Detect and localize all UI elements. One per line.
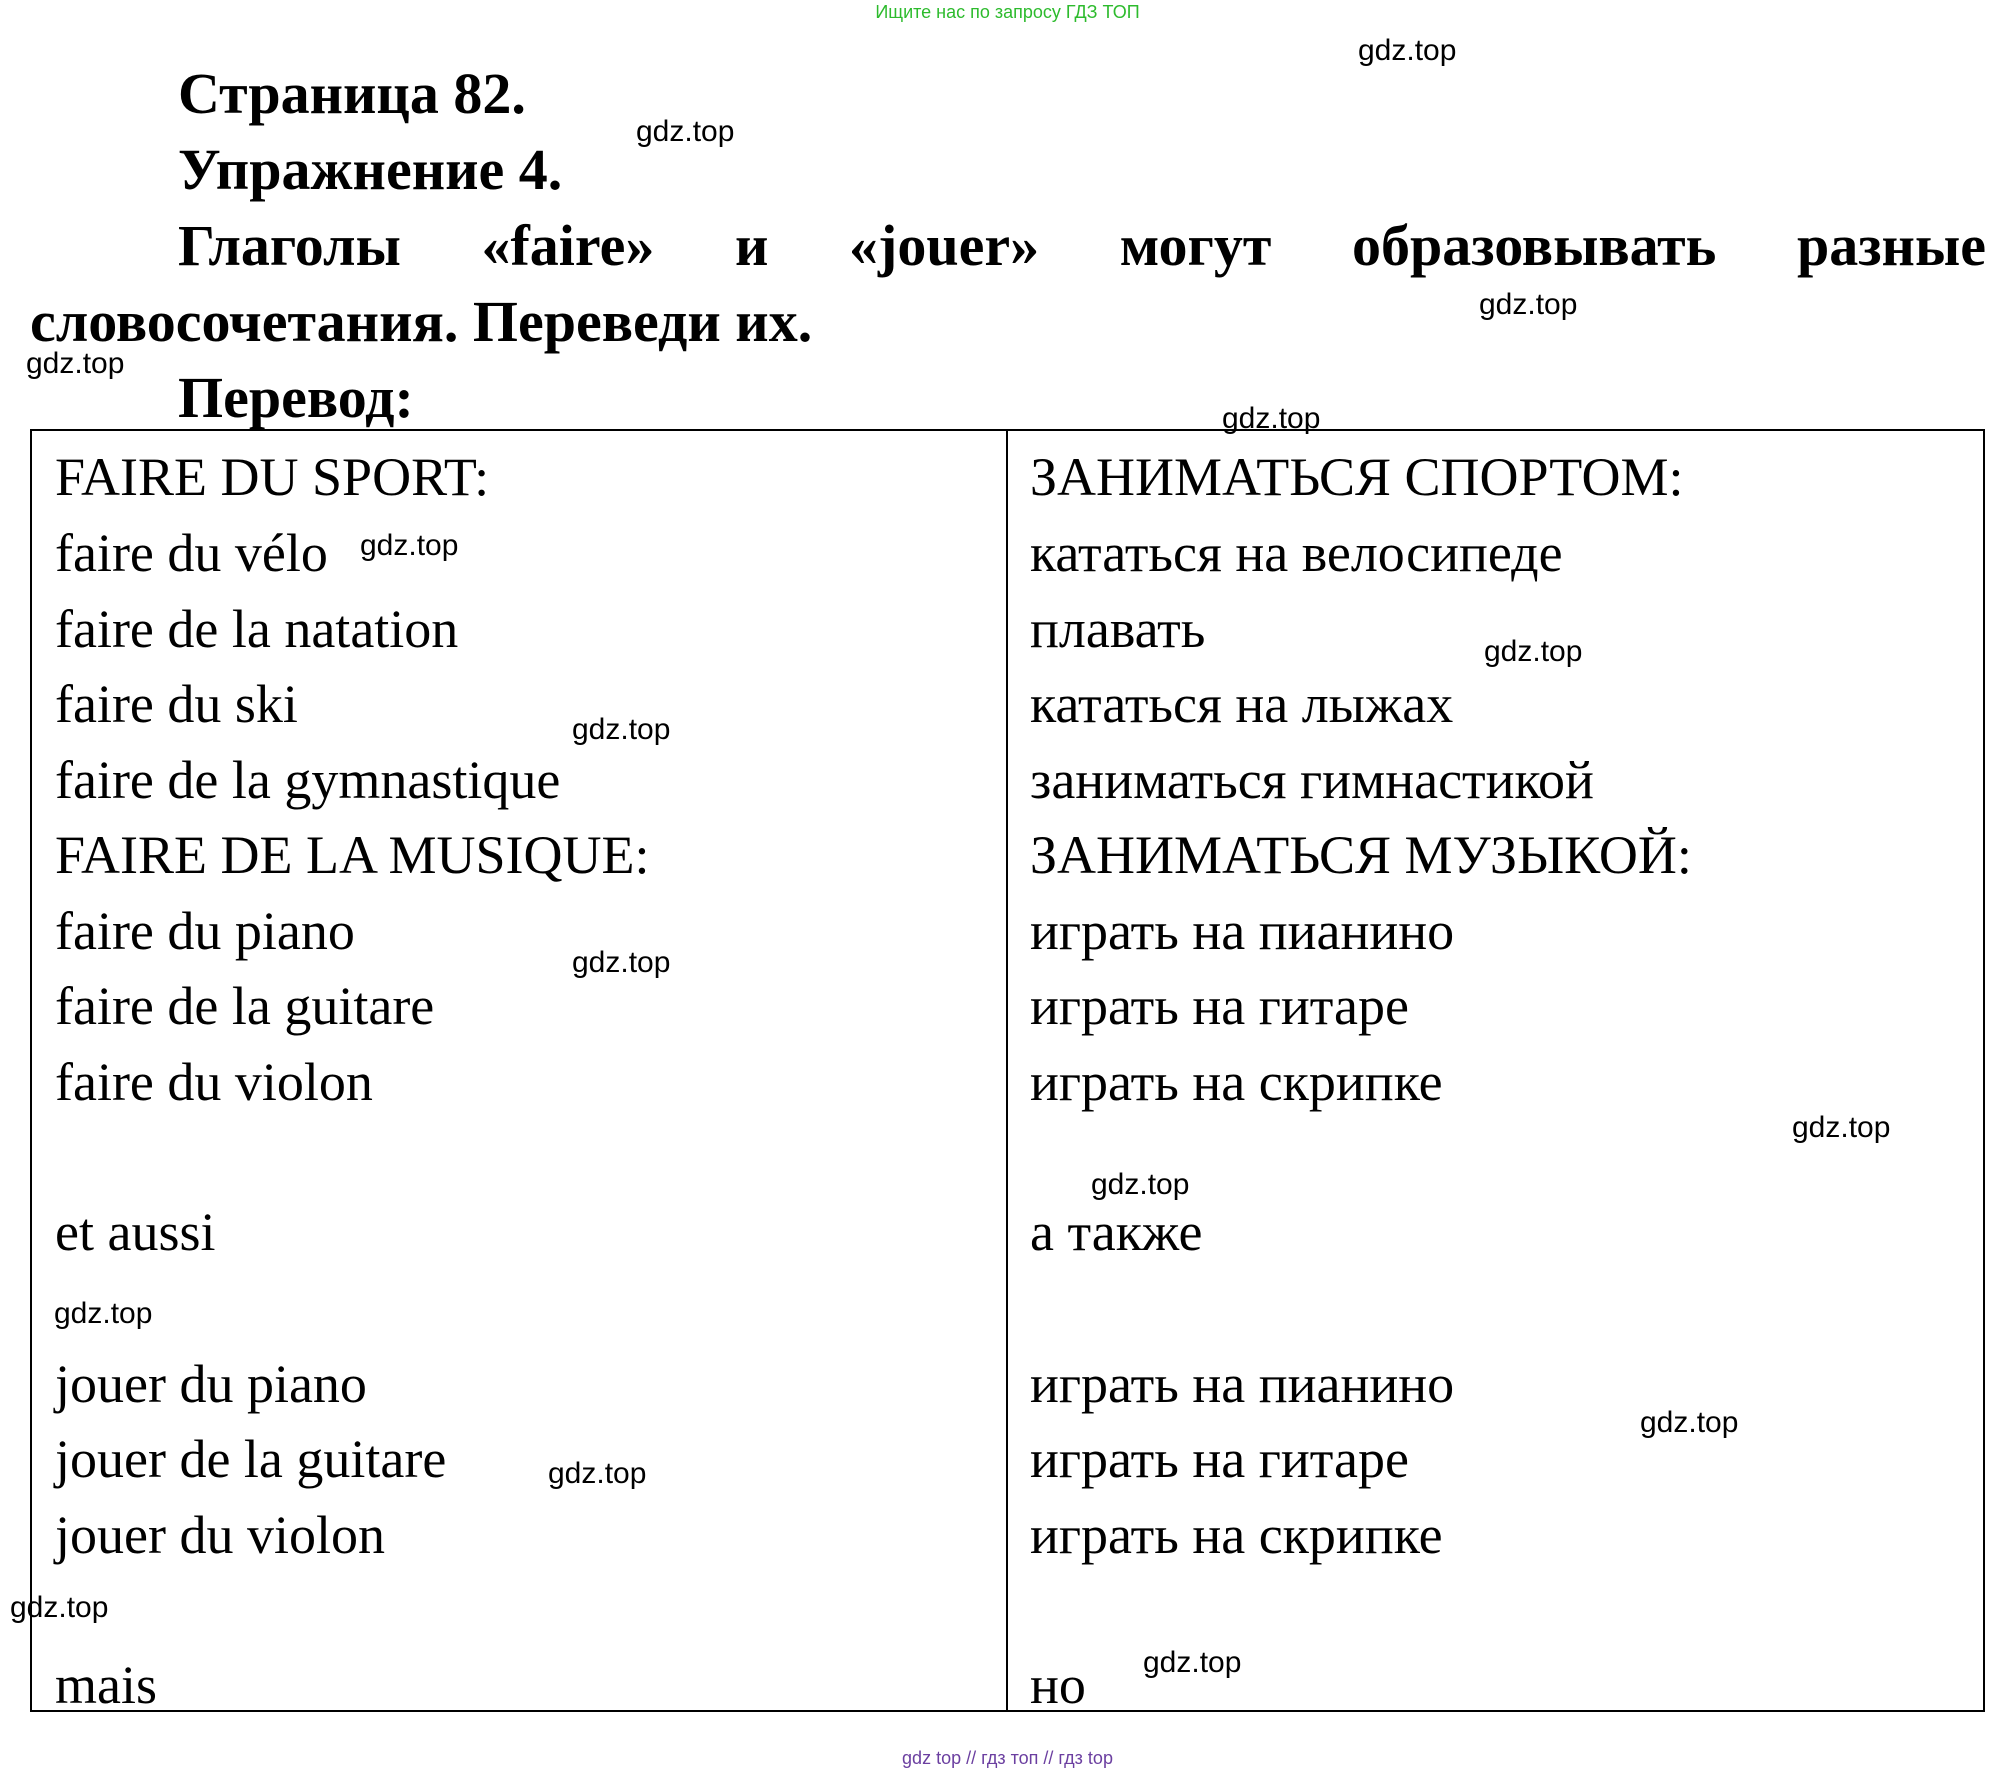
russian-row: играть на пианино [1030,901,1455,961]
watermark: gdz.top [572,946,671,979]
russian-heading-sport: ЗАНИМАТЬСЯ СПОРТОМ: [1030,447,1684,507]
french-heading-sport: FAIRE DU SPORT: [55,447,490,507]
russian-row: кататься на лыжах [1030,674,1454,734]
exercise-title: Упражнение 4. [178,137,563,202]
russian-row: играть на гитаре [1030,976,1409,1036]
watermark: gdz.top [636,115,735,148]
task-text-line-2: словосочетания. Переведи их. [30,289,813,354]
watermark: gdz.top [1091,1168,1190,1201]
french-row: faire du violon [55,1052,373,1112]
russian-row: играть на пианино [1030,1354,1455,1414]
russian-row: но [1030,1655,1086,1715]
watermark: gdz.top [1143,1646,1242,1679]
french-row: faire du piano [55,901,355,961]
french-row: jouer du violon [55,1505,385,1565]
watermark: gdz.top [1358,34,1457,67]
french-row: faire du ski [55,674,298,734]
french-row: jouer du piano [55,1354,367,1414]
watermark: gdz.top [548,1457,647,1490]
watermark: gdz.top [1222,402,1321,435]
russian-row: заниматься гимнастикой [1030,750,1594,810]
russian-row: кататься на велосипеде [1030,523,1563,583]
french-row: faire de la natation [55,599,459,659]
column-divider [1006,429,1008,1712]
french-row: faire de la gymnastique [55,750,561,810]
page-title: Страница 82. [178,61,526,126]
watermark: gdz.top [1792,1111,1891,1144]
french-row: jouer de la guitare [55,1429,447,1489]
russian-row: а также [1030,1202,1203,1262]
watermark: gdz.top [1640,1406,1739,1439]
translation-label: Перевод: [178,365,414,430]
french-row: faire du vélo [55,523,328,583]
watermark: gdz.top [10,1591,109,1624]
task-text-line-1: Глаголы «faire» и «jouer» могут образовывать разные [178,213,1986,278]
french-heading-music: FAIRE DE LA MUSIQUE: [55,825,650,885]
translation-table [30,429,1985,1715]
russian-row: играть на гитаре [1030,1429,1409,1489]
watermark: gdz.top [54,1297,153,1330]
watermark: gdz.top [26,347,125,380]
watermark: gdz.top [1479,288,1578,321]
russian-row: играть на скрипке [1030,1052,1443,1112]
russian-row: играть на скрипке [1030,1505,1443,1565]
watermark: gdz.top [360,529,459,562]
footer-watermark: gdz top // гдз топ // гдз top [902,1748,1113,1768]
watermark: gdz.top [1484,635,1583,668]
french-row: et aussi [55,1202,216,1262]
french-row: faire de la guitare [55,976,435,1036]
russian-row: плавать [1030,599,1206,659]
watermark: gdz.top [572,713,671,746]
search-banner: Ищите нас по запросу ГДЗ ТОП [875,2,1140,22]
french-row: mais [55,1655,157,1715]
russian-heading-music: ЗАНИМАТЬСЯ МУЗЫКОЙ: [1030,825,1692,885]
